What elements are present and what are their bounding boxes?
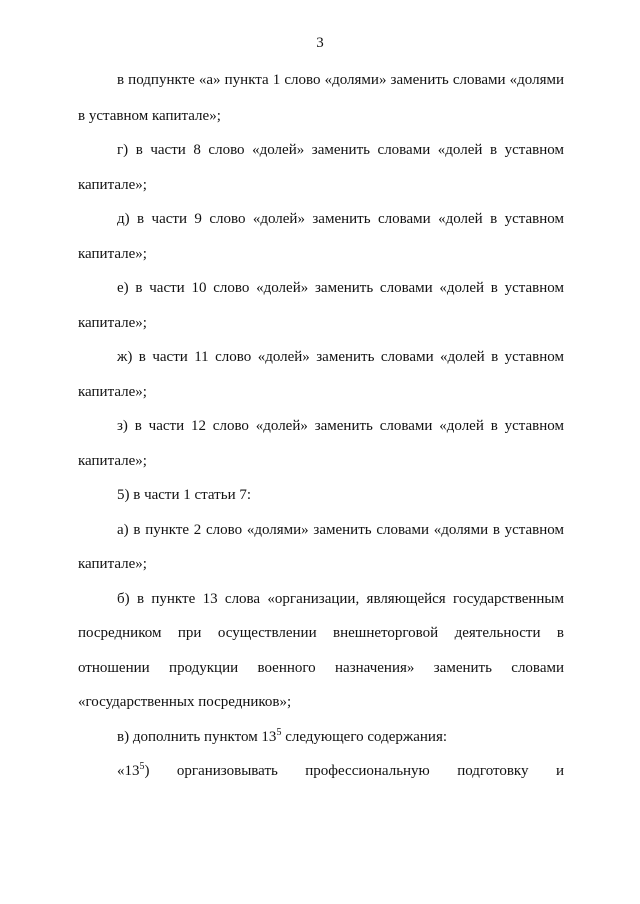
- text-fragment: [117, 762, 150, 780]
- text-line: капитале»;: [78, 453, 147, 469]
- text-line: отношении продукции военного назначения» заменить словами: [78, 660, 564, 676]
- text-line: з) в части 12 слово «долей» заменить словами «долей в уставном: [117, 418, 564, 434]
- text-fragment: следующего содержания:: [281, 729, 448, 745]
- word: профессиональную: [305, 763, 430, 779]
- page-number: 3: [316, 35, 324, 51]
- word: ): [144, 763, 150, 779]
- text-line-v: [117, 728, 564, 746]
- text-line: капитале»;: [78, 384, 147, 400]
- text-line: посредником при осуществлении внешнеторговой деятельности в: [78, 625, 564, 641]
- text-fragment: в) дополнить пунктом 13: [117, 729, 277, 745]
- text-line: капитале»;: [78, 315, 147, 331]
- text-line: «государственных посредников»;: [78, 694, 292, 710]
- text-line: капитале»;: [78, 556, 147, 572]
- text-line: б) в пункте 13 слова «организации, являющейся государственным: [117, 591, 564, 607]
- text-line: е) в части 10 слово «долей» заменить словами «долей в уставном: [117, 280, 564, 296]
- word: организовывать: [176, 763, 278, 779]
- superscript: 5: [276, 727, 282, 738]
- text-line: д) в части 9 слово «долей» заменить словами «долей в уставном: [117, 211, 564, 227]
- superscript: 5: [139, 761, 145, 772]
- word: подготовку: [457, 763, 529, 779]
- text-line: ж) в части 11 слово «долей» заменить словами «долей в уставном: [117, 349, 564, 365]
- text-line: а) в пункте 2 слово «долями» заменить словами «долями в уставном: [117, 522, 564, 538]
- text-line: капитале»;: [78, 177, 147, 193]
- text-line: в уставном капитале»;: [78, 108, 221, 124]
- text-line: капитале»;: [78, 246, 147, 262]
- text-line: 5) в части 1 статьи 7:: [117, 487, 252, 503]
- text-line: г) в части 8 слово «долей» заменить словами «долей в уставном: [117, 142, 564, 158]
- text-line-last: [117, 762, 564, 780]
- text-fragment: «13: [117, 763, 140, 779]
- word: и: [555, 763, 564, 779]
- text-line: в подпункте «а» пункта 1 слово «долями» заменить словами «долями: [117, 72, 564, 88]
